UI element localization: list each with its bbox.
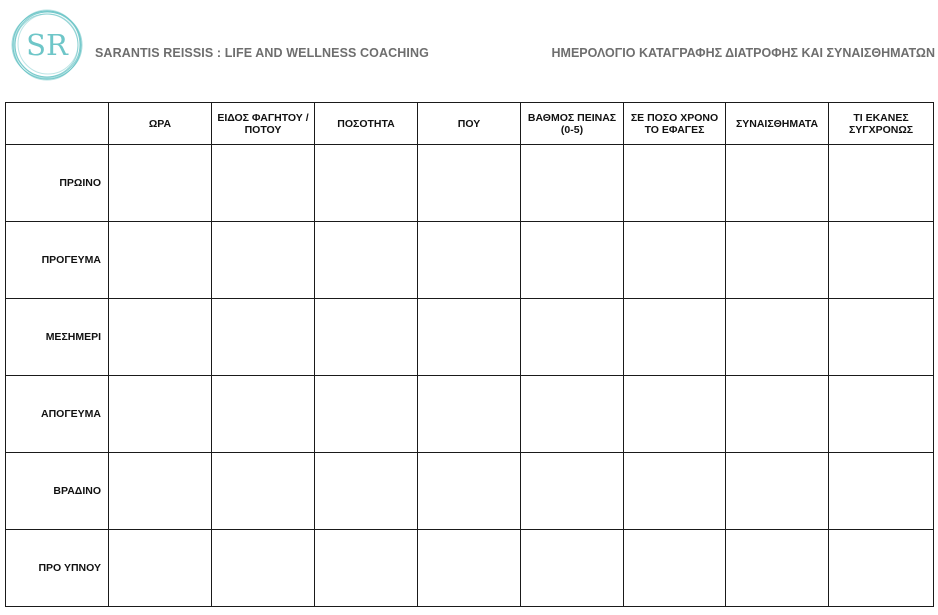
row-label-before-sleep: ΠΡΟ ΥΠΝΟΥ: [6, 530, 109, 607]
column-header-emotions: ΣΥΝΑΙΣΘΗΜΑΤΑ: [726, 103, 829, 145]
table-row: [6, 376, 934, 453]
logo-circle-icon: [10, 8, 84, 82]
row-label-afternoon: ΑΠΟΓΕΥΜΑ: [6, 376, 109, 453]
table-cell[interactable]: [418, 530, 521, 607]
table-cell[interactable]: [109, 222, 212, 299]
table-cell[interactable]: [315, 453, 418, 530]
table-cell[interactable]: [829, 222, 934, 299]
table-cell[interactable]: [521, 376, 624, 453]
table-cell[interactable]: [521, 145, 624, 222]
table-cell[interactable]: [212, 145, 315, 222]
table-cell[interactable]: [726, 299, 829, 376]
table-cell[interactable]: [829, 530, 934, 607]
table-cell[interactable]: [624, 376, 726, 453]
table-cell[interactable]: [829, 453, 934, 530]
table-cell[interactable]: [829, 299, 934, 376]
table-cell[interactable]: [418, 145, 521, 222]
table-cell[interactable]: [726, 453, 829, 530]
table-row: [6, 530, 934, 607]
table-cell[interactable]: [726, 530, 829, 607]
row-label-dinner: ΒΡΑΔΙΝΟ: [6, 453, 109, 530]
brand-name: SARANTIS REISSIS : LIFE AND WELLNESS COACHING: [95, 46, 429, 60]
column-header-where: ΠΟΥ: [418, 103, 521, 145]
table-cell[interactable]: [315, 299, 418, 376]
table-cell[interactable]: [521, 222, 624, 299]
logo-text: SR: [26, 28, 68, 62]
row-label-morning-snack: ΠΡΟΓΕΥΜΑ: [6, 222, 109, 299]
table-cell[interactable]: [726, 222, 829, 299]
table-cell[interactable]: [212, 530, 315, 607]
table-cell[interactable]: [212, 222, 315, 299]
header-row: [6, 103, 934, 145]
table-cell[interactable]: [624, 222, 726, 299]
row-label-breakfast: ΠΡΩΙΝΟ: [6, 145, 109, 222]
table-row: [6, 453, 934, 530]
row-label-lunch: ΜΕΣΗΜΕΡΙ: [6, 299, 109, 376]
table-cell[interactable]: [315, 145, 418, 222]
brand-logo: [10, 8, 84, 82]
table-row: [6, 145, 934, 222]
table-cell[interactable]: [829, 145, 934, 222]
table-cell[interactable]: [109, 530, 212, 607]
column-header-quantity: ΠΟΣΟΤΗΤΑ: [315, 103, 418, 145]
table-cell[interactable]: [212, 453, 315, 530]
document-title: ΗΜΕΡΟΛΟΓΙΟ ΚΑΤΑΓΡΑΦΗΣ ΔΙΑΤΡΟΦΗΣ ΚΑΙ ΣΥΝΑΙΣΘΗΜΑΤΩΝ: [551, 46, 935, 60]
column-header-blank: [6, 103, 109, 145]
table-cell[interactable]: [726, 376, 829, 453]
table-cell[interactable]: [315, 222, 418, 299]
table-cell[interactable]: [109, 145, 212, 222]
column-header-food-type: ΕΙΔΟΣ ΦΑΓΗΤΟΥ / ΠΟΤΟΥ: [212, 103, 315, 145]
table-cell[interactable]: [315, 376, 418, 453]
table-cell[interactable]: [624, 145, 726, 222]
column-header-eating-duration: ΣΕ ΠΟΣΟ ΧΡΟΝΟ ΤΟ ΕΦΑΓΕΣ: [624, 103, 726, 145]
column-header-hunger-level: ΒΑΘΜΟΣ ΠΕΙΝΑΣ (0-5): [521, 103, 624, 145]
table-cell[interactable]: [624, 453, 726, 530]
table-cell[interactable]: [521, 453, 624, 530]
table-cell[interactable]: [109, 376, 212, 453]
table-cell[interactable]: [521, 530, 624, 607]
table-row: [6, 222, 934, 299]
table-cell[interactable]: [418, 453, 521, 530]
table-cell[interactable]: [418, 299, 521, 376]
table-cell[interactable]: [726, 145, 829, 222]
table-cell[interactable]: [829, 376, 934, 453]
table-row: [6, 299, 934, 376]
table-cell[interactable]: [315, 530, 418, 607]
table-cell[interactable]: [624, 299, 726, 376]
column-header-concurrent-activity: ΤΙ ΕΚΑΝΕΣ ΣΥΓΧΡΟΝΩΣ: [829, 103, 934, 145]
table-cell[interactable]: [521, 299, 624, 376]
table-cell[interactable]: [418, 222, 521, 299]
table-cell[interactable]: [109, 299, 212, 376]
table-cell[interactable]: [418, 376, 521, 453]
table-cell[interactable]: [212, 376, 315, 453]
table-cell[interactable]: [109, 453, 212, 530]
food-emotion-log-table: [5, 102, 934, 607]
table-cell[interactable]: [624, 530, 726, 607]
column-header-time: ΩΡΑ: [109, 103, 212, 145]
table-cell[interactable]: [212, 299, 315, 376]
